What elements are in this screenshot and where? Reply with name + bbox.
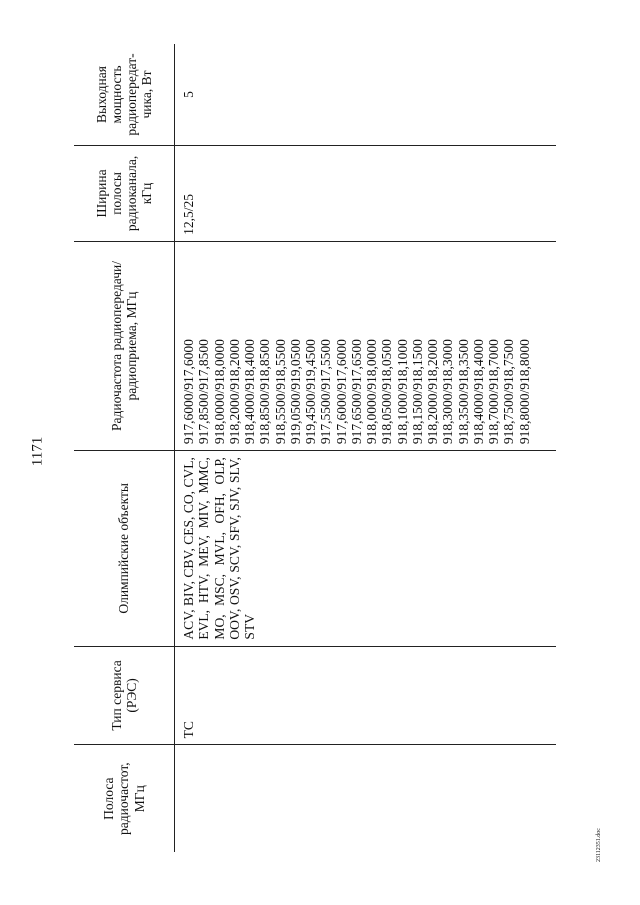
frequency-value: 918,1500/918,1500	[409, 339, 425, 445]
frequency-value: 918,2000/918,2000	[226, 339, 242, 445]
frequency-value: 918,8000/918,8000	[516, 339, 532, 445]
frequency-value: 917,5500/917,5500	[318, 339, 334, 445]
cell-bandwidth: 12,5/25	[175, 146, 557, 242]
frequency-list	[181, 248, 532, 444]
cell-service-type: ТС	[175, 646, 557, 745]
frequency-value: 918,5500/918,5500	[272, 339, 288, 445]
frequency-value: 918,0000/918,0000	[364, 339, 379, 445]
cell-frequencies	[175, 241, 557, 450]
cell-band	[175, 745, 557, 852]
frequency-value: 917,6500/917,6500	[348, 339, 364, 445]
header-frequency: Радиочастота радиопередачи/ радиоприема, МГц	[74, 241, 175, 450]
footer-filename: 23112351.doc	[596, 828, 602, 862]
frequency-value: 918,2000/918,2000	[425, 339, 440, 445]
frequency-value: 918,4000/918,4000	[242, 339, 257, 445]
frequency-value: 918,4000/918,4000	[470, 339, 486, 445]
page-number: 1171	[29, 436, 46, 467]
frequency-value: 917,8500/917,8500	[196, 339, 212, 445]
frequency-value: 918,7000/918,7000	[486, 339, 501, 445]
header-service-type: Тип сервиса (РЭС)	[74, 646, 175, 745]
frequency-value: 918,1000/918,1000	[394, 339, 410, 445]
frequency-value: 917,6000/917,6000	[333, 339, 349, 445]
frequency-value: 918,0500/918,0500	[379, 339, 395, 445]
frequency-value: 918,3500/918,3500	[455, 339, 471, 445]
header-band: Полоса радиочастот, МГц	[74, 745, 175, 852]
table-row	[175, 44, 557, 852]
frequency-value: 918,3000/918,3000	[440, 339, 456, 445]
frequency-table	[74, 44, 556, 852]
frequency-value: 918,8500/918,8500	[257, 339, 273, 445]
frequency-value: 917,6000/917,6000	[181, 339, 196, 445]
cell-objects: ACV, BIV, CBV, CES, CO, CVL, EVL, HTV, MEV, MIV, MMC, MO, MSC, MVL, OFH, OLP, OOV, OSV, SCV, SFV, SJV, SLV, STV	[175, 451, 557, 646]
frequency-value: 919,4500/919,4500	[303, 339, 318, 445]
frequency-value: 919,0500/919,0500	[287, 339, 303, 445]
header-objects: Олимпийские объекты	[74, 451, 175, 646]
frequency-value: 918,7500/918,7500	[501, 339, 517, 445]
frequency-value: 918,0000/918,0000	[211, 339, 227, 445]
cell-power: 5	[175, 44, 557, 146]
header-bandwidth: Ширина полосы радиоканала, кГц	[74, 146, 175, 242]
header-power: Выходная мощность радиопередат-чика, Вт	[74, 44, 175, 146]
